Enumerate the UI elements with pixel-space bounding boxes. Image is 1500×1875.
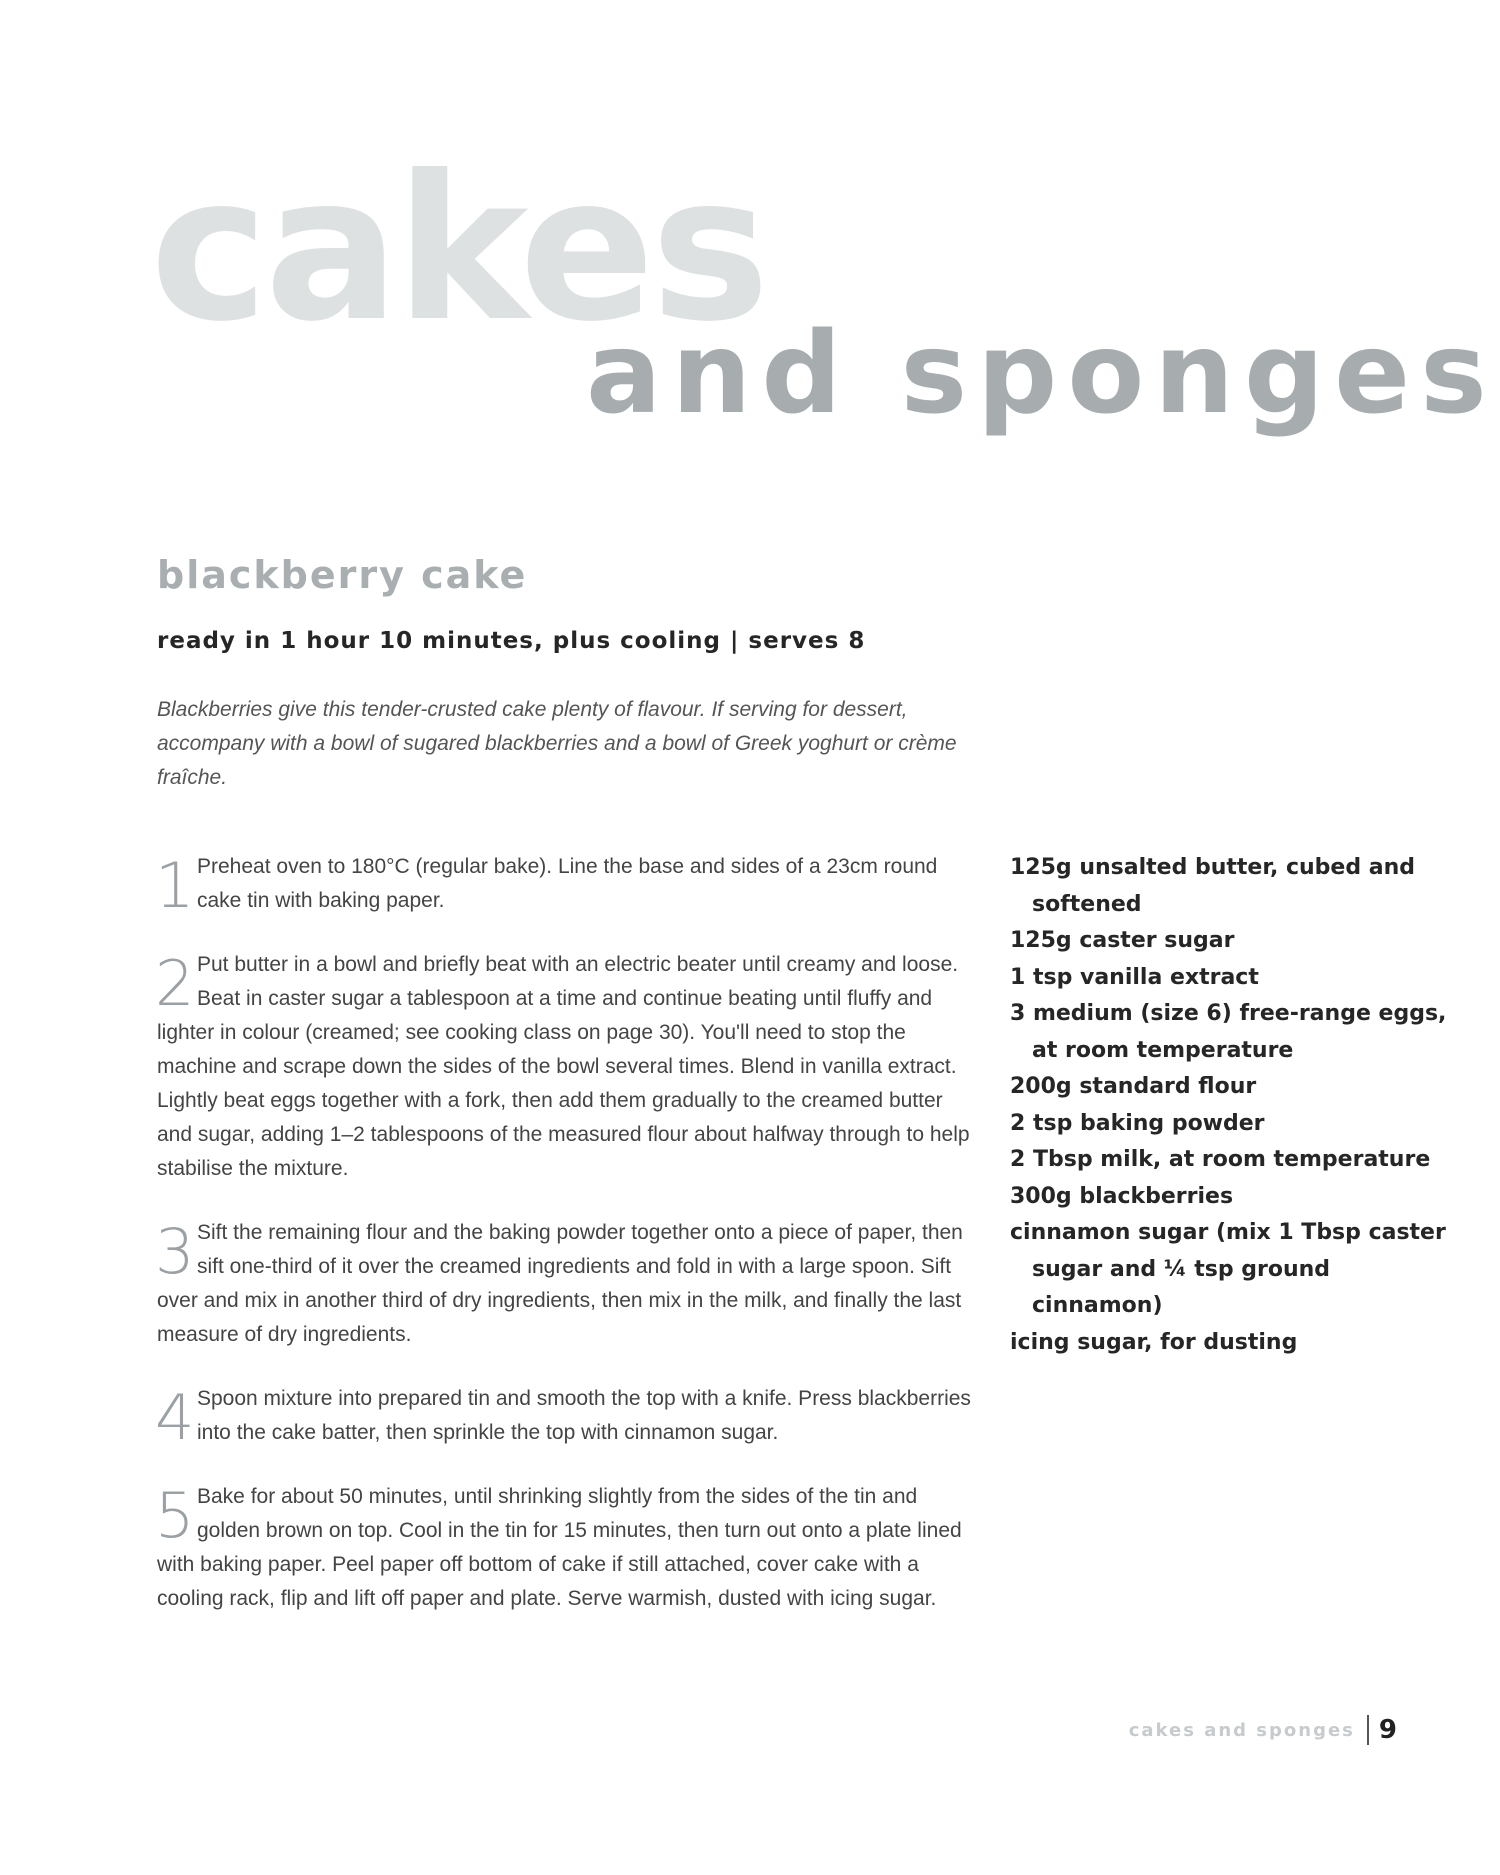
recipe-meta: ready in 1 hour 10 minutes, plus cooling | serves 8	[157, 628, 866, 654]
step-text: Spoon mixture into prepared tin and smooth the top with a knife. Press blackberries into the cake batter, then sprinkle the top with cinnamon sugar.	[197, 1387, 971, 1444]
section-title-sub: and sponges	[586, 309, 1497, 439]
page-number: 9	[1378, 1715, 1397, 1745]
step-number: 2	[155, 947, 195, 1020]
section-title-main: cakes	[150, 133, 766, 366]
method-step	[155, 1381, 972, 1454]
ingredient-item: 2 Tbsp milk, at room temperature	[1010, 1147, 1431, 1172]
method-step	[157, 1480, 972, 1616]
method-step	[157, 1216, 972, 1352]
method-steps	[157, 850, 972, 1646]
step-text: Bake for about 50 minutes, until shrinking slightly from the sides of the tin and golden brown on top. Cool in the tin for 15 minutes, then turn out onto a plate lined with baking paper. Peel paper off bottom of cake if still attached, cover cake with a cooling rack, flip and lift off paper and plate. Serve warmish, dusted with icing sugar.	[157, 1485, 962, 1610]
ingredient-item: 2 tsp baking powder	[1010, 1110, 1265, 1136]
ingredient-item: 125g caster sugar	[1010, 928, 1235, 953]
step-number: 4	[155, 1381, 195, 1454]
ingredients-list	[1010, 850, 1450, 1361]
step-text: Sift the remaining flour and the baking powder together onto a piece of paper, then sift one-third of it over the creamed ingredients and fold in with a large spoon. Sift over and mix in another third of dry ingredients, then mix in the milk, and finally the last measure of dry ingredients.	[157, 1221, 963, 1346]
step-text: Preheat oven to 180°C (regular bake). Line the base and sides of a 23cm round cake tin with baking paper.	[197, 855, 938, 912]
ingredient-item: 200g standard flour	[1010, 1074, 1257, 1099]
page-footer	[1129, 1715, 1397, 1745]
ingredient-item: cinnamon sugar (mix 1 Tbsp caster sugar and ¼ tsp ground cinnamon)	[1010, 1220, 1446, 1318]
recipe-title: blackberry cake	[157, 553, 528, 597]
step-number: 5	[155, 1479, 195, 1552]
ingredient-item: icing sugar, for dusting	[1010, 1329, 1298, 1355]
ingredient-item: 125g unsalted butter, cubed and softened	[1010, 855, 1416, 917]
ingredient-item: 300g blackberries	[1010, 1183, 1234, 1209]
ingredient-item: 1 tsp vanilla extract	[1010, 964, 1259, 990]
footer-section-name: cakes and sponges	[1128, 1719, 1355, 1741]
recipe-intro: Blackberries give this tender-crusted cake plenty of flavour. If serving for dessert, accompany with a bowl of sugared blackberries and a bowl of Greek yoghurt or crème fraîche.	[157, 698, 957, 789]
ingredient-item: 3 medium (size 6) free-range eggs, at room temperature	[1010, 1001, 1447, 1063]
step-text: Put butter in a bowl and briefly beat with an electric beater until creamy and loose. Beat in caster sugar a tablespoon at a time and continue beating until fluffy and lighter in colour (creamed; see cooking class on page 30). You'll need to stop the machine and scrape down the sides of the bowl several times. Blend in vanilla extract. Lightly beat eggs together with a fork, then add them gradually to the creamed butter and sugar, adding 1–2 tablespoons of the measured flour about halfway through to help stabilise the mixture.	[157, 953, 970, 1180]
step-number: 1	[155, 849, 195, 922]
method-step	[157, 948, 972, 1186]
step-number: 3	[155, 1215, 195, 1288]
method-step	[155, 849, 972, 922]
footer-divider	[1367, 1715, 1369, 1745]
